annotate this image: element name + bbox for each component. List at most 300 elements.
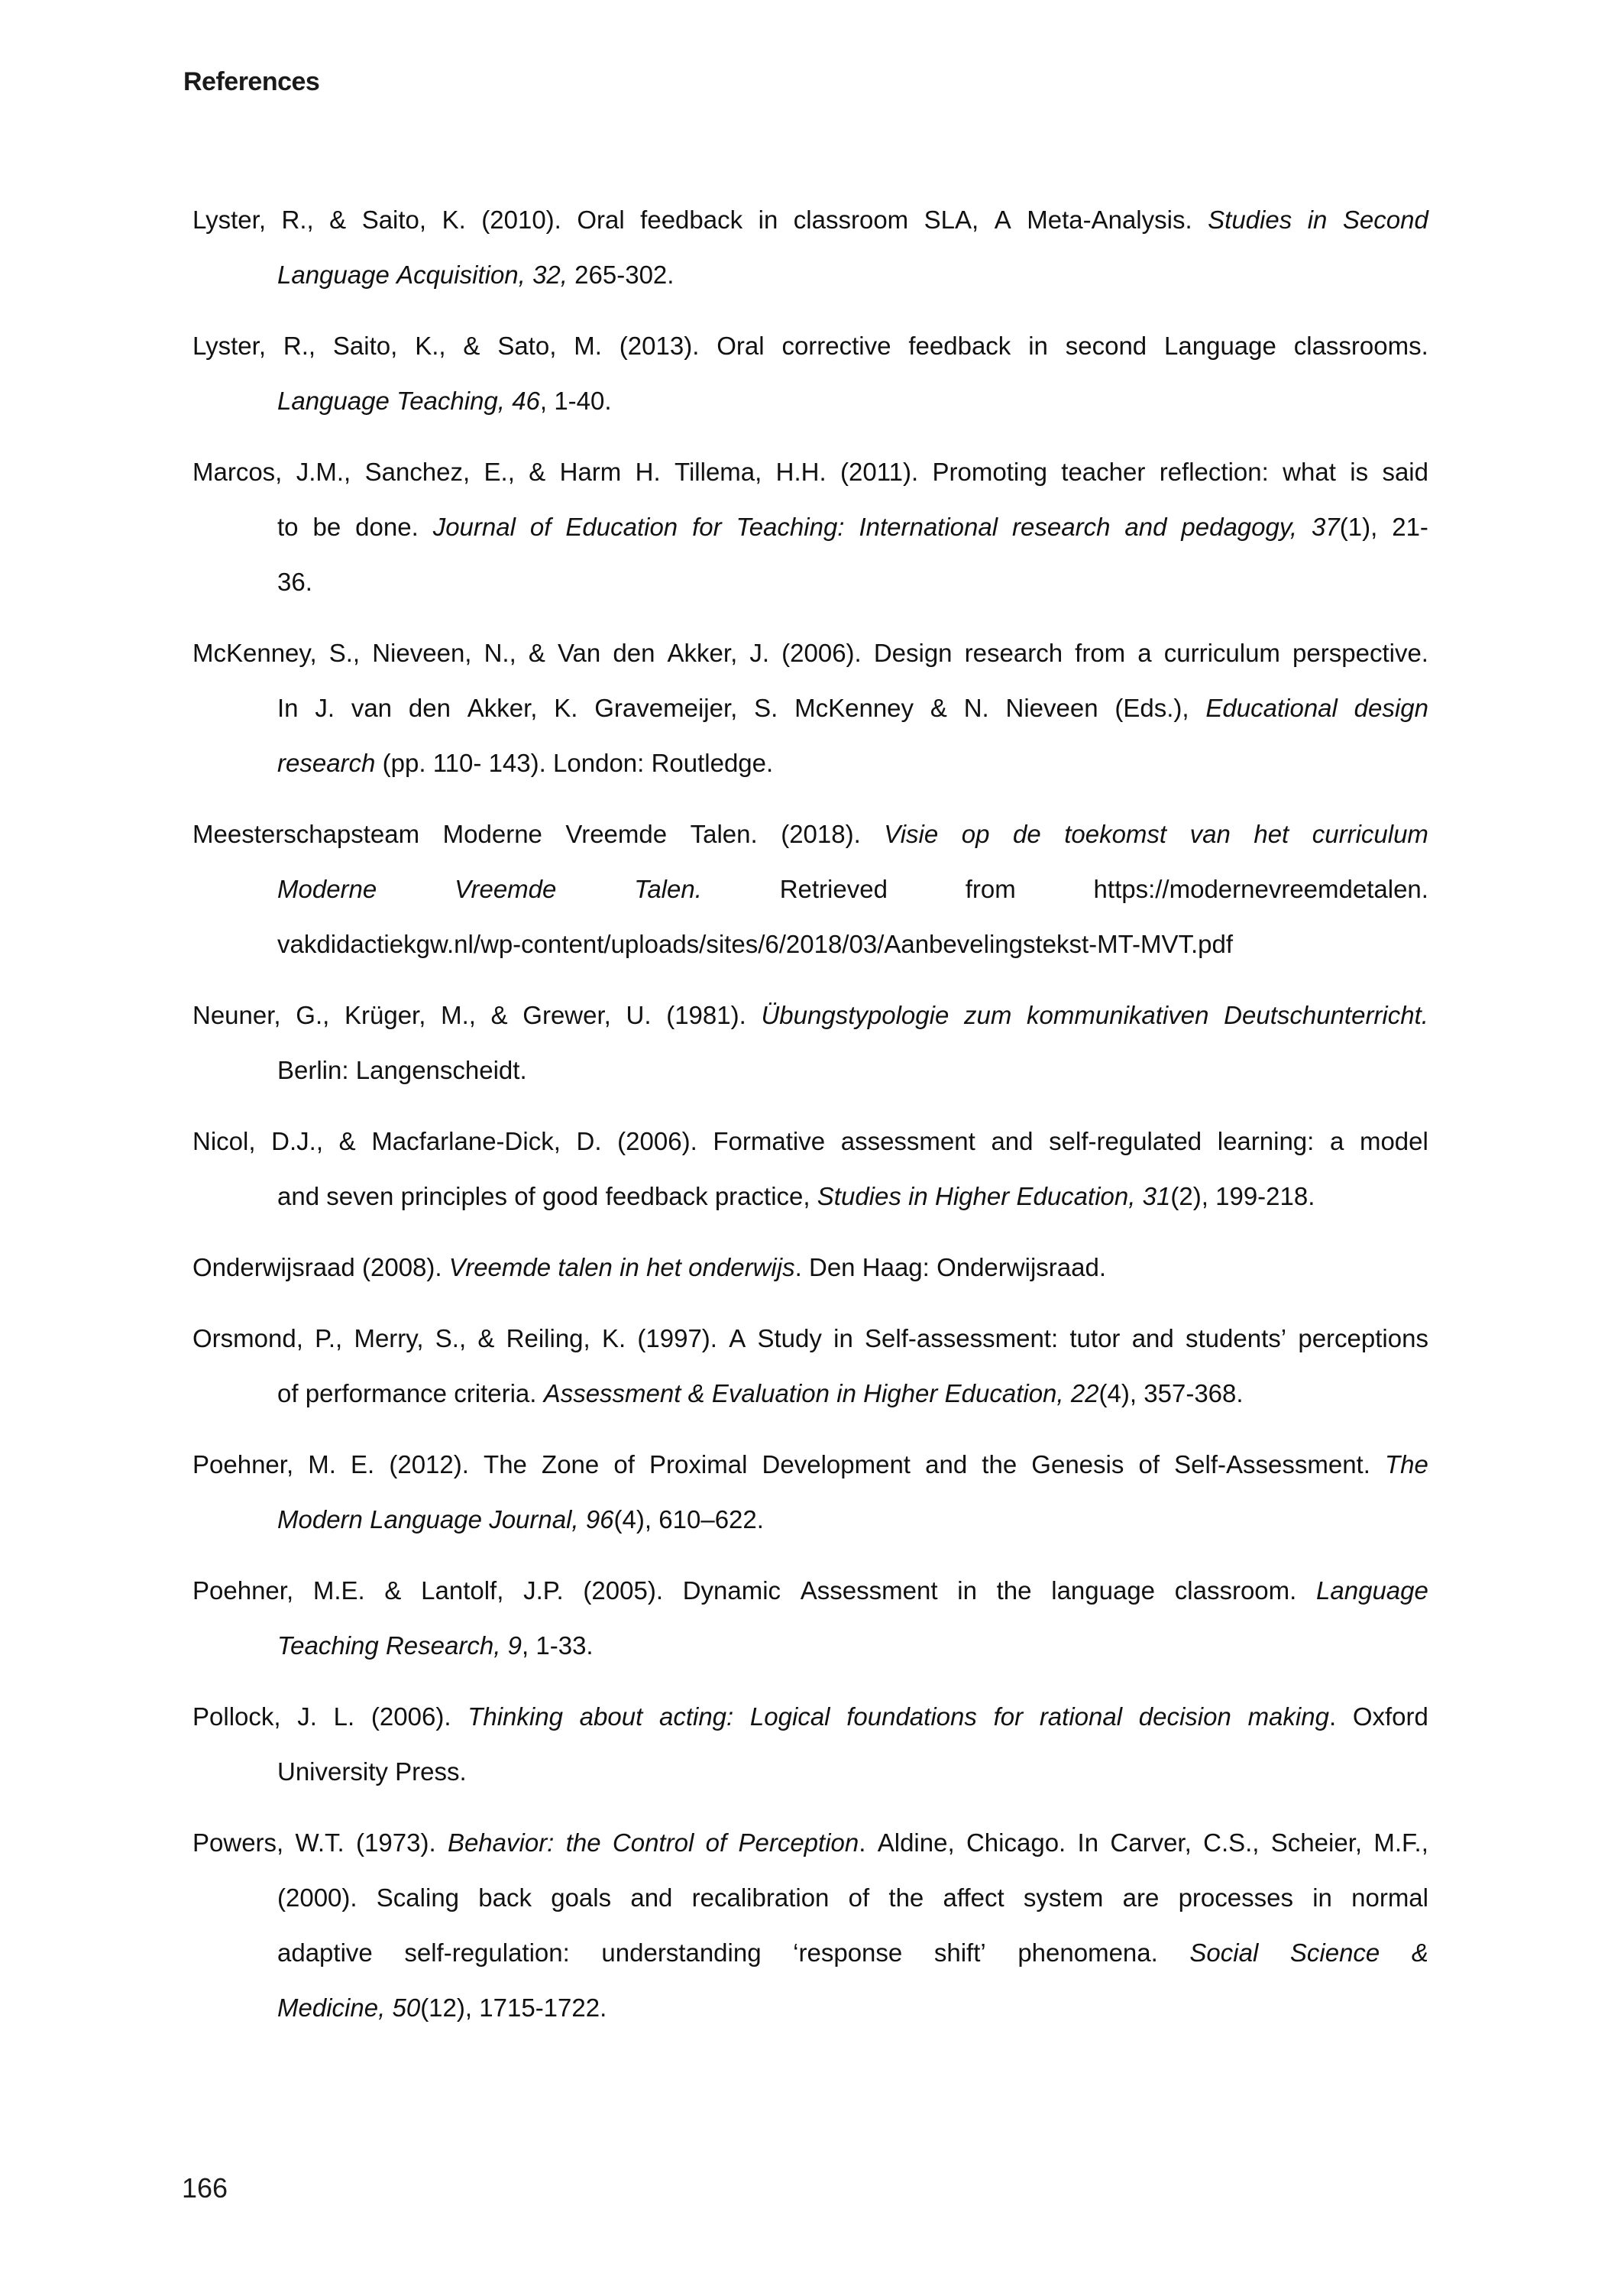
text: Merry, xyxy=(354,1324,424,1352)
text: (2006). xyxy=(781,639,862,667)
text: K. xyxy=(601,1324,626,1352)
italic-text: in xyxy=(836,1379,856,1407)
text: is xyxy=(1350,458,1369,486)
italic-text: for xyxy=(692,513,722,541)
text: J. xyxy=(297,1702,317,1731)
word xyxy=(1071,1366,1137,1421)
text: perspective. xyxy=(1292,639,1428,667)
word xyxy=(688,1366,705,1421)
word xyxy=(371,1689,451,1744)
text: principles xyxy=(400,1182,507,1210)
text: Retrieved xyxy=(779,875,888,903)
word xyxy=(297,1689,317,1744)
italic-text: kommunikativen xyxy=(1027,1001,1209,1029)
text: in xyxy=(957,1576,977,1605)
text: Akker, xyxy=(467,694,538,722)
word xyxy=(636,445,661,500)
text: 357-368. xyxy=(1144,1379,1244,1407)
text: perceptions xyxy=(1298,1324,1428,1352)
word xyxy=(620,1240,639,1295)
text: understanding xyxy=(601,1938,762,1967)
text: Proximal xyxy=(649,1450,748,1478)
word xyxy=(296,445,351,500)
text: Sanchez, xyxy=(364,458,471,486)
text: Meesterschapsteam xyxy=(192,820,420,848)
reference-line xyxy=(192,1618,1428,1673)
italic-text: Studies xyxy=(817,1182,901,1210)
text: (1981). xyxy=(666,1001,746,1029)
word xyxy=(1028,319,1048,374)
word xyxy=(1069,1311,1120,1366)
word xyxy=(659,1689,733,1744)
text: (2), xyxy=(1170,1182,1208,1210)
text: vakdidactiekgw.nl/wp-content/uploads/sites/6/2018/03/Aanbevelingstekst-MT-MVT.pdf xyxy=(277,930,1234,958)
text: Berlin: xyxy=(277,1056,349,1084)
text: (2000). xyxy=(277,1883,357,1912)
text: language xyxy=(1051,1576,1156,1605)
word xyxy=(601,1925,761,1980)
text: back xyxy=(478,1883,532,1912)
text: K. xyxy=(442,206,466,234)
reference-line xyxy=(192,1980,1428,2036)
italic-text: Evaluation xyxy=(711,1379,830,1407)
italic-text: Education, xyxy=(944,1379,1064,1407)
text: Oral xyxy=(577,206,625,234)
text: Neuner, xyxy=(192,1001,281,1029)
word xyxy=(863,1366,937,1421)
text: University xyxy=(277,1757,388,1786)
text: the xyxy=(888,1883,924,1912)
text: Press. xyxy=(395,1757,467,1786)
text: (1973). xyxy=(356,1828,436,1857)
text: Grewer, xyxy=(522,1001,611,1029)
word xyxy=(668,626,738,681)
italic-text: Thinking xyxy=(467,1702,563,1731)
word xyxy=(467,681,538,736)
word xyxy=(781,626,862,681)
word xyxy=(683,1563,781,1618)
text: (1997). xyxy=(637,1324,717,1352)
word xyxy=(574,319,602,374)
text: system xyxy=(1023,1883,1104,1912)
italic-text: Journal xyxy=(432,513,516,541)
word xyxy=(1027,193,1192,248)
text: Language xyxy=(1164,332,1276,360)
word xyxy=(192,1437,293,1492)
text: (pp. xyxy=(382,749,426,777)
word xyxy=(523,1563,564,1618)
word xyxy=(1373,1815,1428,1870)
text: K., xyxy=(415,332,446,360)
text: & xyxy=(477,1324,495,1352)
word xyxy=(277,1980,385,2036)
italic-text: 9 xyxy=(507,1631,522,1660)
text: P., xyxy=(315,1324,343,1352)
italic-text: International xyxy=(859,513,998,541)
word xyxy=(878,1815,955,1870)
word xyxy=(271,1114,323,1169)
reference-line xyxy=(192,988,1428,1043)
text: Self-Assessment. xyxy=(1174,1450,1370,1478)
text: Promoting xyxy=(932,458,1047,486)
word xyxy=(626,988,652,1043)
text: Study xyxy=(757,1324,822,1352)
word xyxy=(306,1366,447,1421)
text: Harm xyxy=(559,458,622,486)
word xyxy=(729,1311,746,1366)
word xyxy=(532,248,568,303)
word xyxy=(277,500,299,555)
text: & xyxy=(528,639,545,667)
word xyxy=(712,1366,830,1421)
text: Lyster, xyxy=(192,206,266,234)
text: 36. xyxy=(277,568,312,596)
word xyxy=(692,500,722,555)
word xyxy=(817,1169,901,1224)
word xyxy=(934,1925,986,1980)
word xyxy=(313,1563,365,1618)
word xyxy=(277,374,390,429)
word xyxy=(801,1563,938,1618)
text: of xyxy=(848,1883,870,1912)
text: & xyxy=(338,1127,356,1155)
word xyxy=(433,500,516,555)
italic-text: Medicine, xyxy=(277,1993,386,2022)
reference-entry xyxy=(192,1114,1428,1224)
text: Scaling xyxy=(376,1883,460,1912)
word xyxy=(1283,445,1336,500)
text: curriculum xyxy=(1163,639,1280,667)
text: feedback xyxy=(605,1182,708,1210)
word xyxy=(277,862,377,917)
word xyxy=(736,500,845,555)
text: feedback xyxy=(640,206,743,234)
text: 1-40. xyxy=(554,387,612,415)
word xyxy=(577,1114,602,1169)
text: W.T. xyxy=(295,1828,345,1857)
text: Krüger, xyxy=(344,1001,426,1029)
italic-text: rational xyxy=(1039,1702,1123,1731)
word xyxy=(1024,1870,1104,1925)
text: Zone xyxy=(542,1450,600,1478)
text: Onderwijsraad. xyxy=(937,1253,1106,1281)
text: A xyxy=(729,1324,746,1352)
word xyxy=(613,626,655,681)
text: the xyxy=(996,1576,1032,1605)
word xyxy=(312,500,341,555)
italic-text: & xyxy=(687,1379,705,1407)
word xyxy=(489,736,546,791)
text: Reiling, xyxy=(506,1324,590,1352)
word xyxy=(383,736,426,791)
text: N. xyxy=(963,694,989,722)
word xyxy=(846,1689,977,1744)
word xyxy=(1051,1563,1155,1618)
text: Dynamic xyxy=(682,1576,781,1605)
word xyxy=(749,626,769,681)
text: SLA, xyxy=(924,206,979,234)
word xyxy=(761,988,949,1043)
word xyxy=(1330,1114,1344,1169)
word xyxy=(1412,1925,1428,1980)
word xyxy=(964,988,1011,1043)
reference-line xyxy=(192,1492,1428,1547)
word xyxy=(192,1689,281,1744)
reference-line xyxy=(192,1870,1428,1925)
word xyxy=(435,1311,466,1366)
text: the xyxy=(982,1450,1017,1478)
word xyxy=(859,500,998,555)
italic-text: Journal, xyxy=(489,1505,579,1534)
word xyxy=(666,988,746,1043)
word xyxy=(565,500,678,555)
word xyxy=(392,1980,472,2036)
italic-text: Educational xyxy=(1205,694,1338,722)
word xyxy=(937,1240,1106,1295)
word xyxy=(1254,807,1289,862)
text: Development xyxy=(762,1450,911,1478)
reference-line xyxy=(192,807,1428,862)
text: (2006). xyxy=(617,1127,697,1155)
word xyxy=(754,681,778,736)
text: and xyxy=(991,1127,1034,1155)
reference-entry xyxy=(192,988,1428,1098)
text: S., xyxy=(328,639,361,667)
text: 1-33. xyxy=(535,1631,594,1660)
text: den xyxy=(613,639,655,667)
italic-text: zum xyxy=(964,1001,1012,1029)
word xyxy=(467,1689,563,1744)
text: Orsmond, xyxy=(192,1324,303,1352)
word xyxy=(192,319,266,374)
text: S. xyxy=(754,694,778,722)
word xyxy=(484,1437,527,1492)
word xyxy=(1110,1815,1191,1870)
italic-text: Language xyxy=(1316,1576,1428,1605)
word xyxy=(1290,1925,1380,1980)
reference-line xyxy=(192,1311,1428,1366)
text: & xyxy=(463,332,480,360)
word xyxy=(277,736,375,791)
text: Akker, xyxy=(667,639,738,667)
word xyxy=(497,319,556,374)
text: McKenney, xyxy=(192,639,317,667)
text: J.P. xyxy=(523,1576,564,1605)
text: processes xyxy=(1178,1883,1293,1912)
word xyxy=(1040,1689,1122,1744)
italic-text: onderwijs xyxy=(688,1253,795,1281)
text: Formative xyxy=(713,1127,826,1155)
text: S., xyxy=(435,1324,467,1352)
reference-line xyxy=(192,1240,1428,1295)
italic-text: 32, xyxy=(532,261,568,289)
word xyxy=(1224,988,1428,1043)
text: Sato, xyxy=(497,332,557,360)
word xyxy=(1012,500,1110,555)
text: J. xyxy=(315,694,335,722)
italic-text: toekomst xyxy=(1064,820,1167,848)
word xyxy=(512,374,547,429)
word xyxy=(1075,626,1125,681)
word xyxy=(1064,807,1166,862)
text: Oxford xyxy=(1352,1702,1428,1731)
text: M.F., xyxy=(1373,1828,1428,1857)
word xyxy=(443,807,542,862)
word xyxy=(1218,1114,1315,1169)
word xyxy=(997,1563,1032,1618)
text: Pollock, xyxy=(192,1702,281,1731)
text: ‘response xyxy=(793,1938,903,1967)
word xyxy=(1143,1169,1208,1224)
word xyxy=(1392,500,1428,555)
word xyxy=(1248,1689,1337,1744)
text: adaptive xyxy=(277,1938,373,1967)
text: R., xyxy=(283,332,316,360)
word xyxy=(1179,1870,1293,1925)
text: & xyxy=(384,1576,402,1605)
text: (1), xyxy=(1339,513,1378,541)
text: Assessment xyxy=(800,1576,938,1605)
word xyxy=(649,1437,747,1492)
word xyxy=(277,1043,349,1098)
italic-text: acting: xyxy=(658,1702,734,1731)
text: a xyxy=(1329,1127,1344,1155)
word xyxy=(192,1563,293,1618)
word xyxy=(935,1169,1009,1224)
reference-line xyxy=(192,1114,1428,1169)
text: J. xyxy=(749,639,770,667)
word xyxy=(277,1366,299,1421)
reference-line xyxy=(192,1815,1428,1870)
word xyxy=(442,193,466,248)
reference-entry xyxy=(192,1311,1428,1421)
text: McKenney xyxy=(794,694,914,722)
word xyxy=(308,1437,336,1492)
word xyxy=(762,1437,911,1492)
text: of xyxy=(613,1450,635,1478)
word xyxy=(1027,988,1208,1043)
text: in xyxy=(1028,332,1048,360)
word xyxy=(441,988,476,1043)
reference-line xyxy=(192,736,1428,791)
text: be xyxy=(312,513,341,541)
italic-text: making xyxy=(1247,1702,1329,1731)
text: of xyxy=(514,1182,535,1210)
text: In xyxy=(277,694,299,722)
reference-line xyxy=(192,1689,1428,1744)
word xyxy=(717,319,764,374)
text: Meta-Analysis. xyxy=(1027,206,1192,234)
word xyxy=(409,681,451,736)
word xyxy=(277,1744,388,1799)
word xyxy=(1186,1311,1286,1366)
text: Langenscheidt. xyxy=(355,1056,527,1084)
reference-line xyxy=(192,1169,1428,1224)
word xyxy=(192,193,266,248)
word xyxy=(750,1689,830,1744)
word xyxy=(602,1311,626,1366)
text: Lyster, xyxy=(192,332,266,360)
italic-text: Teaching, xyxy=(396,387,505,415)
text: Routledge. xyxy=(651,749,774,777)
word xyxy=(384,1563,401,1618)
word xyxy=(1164,319,1276,374)
word xyxy=(329,193,346,248)
text: London: xyxy=(553,749,645,777)
italic-text: de xyxy=(1012,820,1041,848)
text: 265-302. xyxy=(574,261,675,289)
text: Carver, xyxy=(1110,1828,1192,1857)
word xyxy=(833,1311,853,1366)
word xyxy=(738,1815,865,1870)
text: R., xyxy=(281,206,314,234)
italic-text: 37 xyxy=(1312,513,1340,541)
reference-line xyxy=(192,862,1428,917)
word xyxy=(1271,1815,1362,1870)
word xyxy=(277,681,299,736)
italic-text: in xyxy=(1307,206,1328,234)
running-head: References xyxy=(183,67,320,96)
word xyxy=(780,862,888,917)
word xyxy=(365,445,471,500)
word xyxy=(1308,193,1328,248)
text: In xyxy=(1077,1828,1099,1857)
italic-text: for xyxy=(993,1702,1024,1731)
word xyxy=(454,1366,536,1421)
text: The xyxy=(484,1450,527,1478)
word xyxy=(192,1311,303,1366)
text: practice, xyxy=(714,1182,810,1210)
reference-entry xyxy=(192,807,1428,972)
word xyxy=(448,1815,554,1870)
word xyxy=(1132,1311,1174,1366)
text: Onderwijsraad xyxy=(192,1253,355,1281)
italic-text: Moderne xyxy=(277,875,377,903)
reference-entry xyxy=(192,626,1428,791)
reference-line xyxy=(192,500,1428,555)
italic-text: & xyxy=(1411,1938,1428,1967)
italic-text: and xyxy=(1124,513,1167,541)
word xyxy=(345,988,425,1043)
word xyxy=(1312,1870,1332,1925)
word xyxy=(356,1043,527,1098)
word xyxy=(1174,1437,1370,1492)
word xyxy=(1190,807,1231,862)
italic-text: research xyxy=(277,749,376,777)
word xyxy=(396,374,505,429)
text: are xyxy=(1122,1883,1160,1912)
word xyxy=(1175,1563,1297,1618)
word xyxy=(617,1114,697,1169)
word xyxy=(282,193,314,248)
italic-text: Talen. xyxy=(634,875,702,903)
word xyxy=(930,681,947,736)
text: (2010). xyxy=(481,206,561,234)
text: and xyxy=(1131,1324,1174,1352)
word xyxy=(962,807,990,862)
word xyxy=(1382,445,1428,500)
text: (4), xyxy=(613,1505,652,1534)
text: & xyxy=(930,694,947,722)
text: (Eds.), xyxy=(1114,694,1189,722)
italic-text: Higher xyxy=(935,1182,1010,1210)
text: Talen. xyxy=(690,820,758,848)
text: (2018). xyxy=(781,820,861,848)
text: feedback xyxy=(908,332,1011,360)
italic-text: about xyxy=(579,1702,643,1731)
word xyxy=(1316,1563,1428,1618)
word xyxy=(1123,1870,1160,1925)
